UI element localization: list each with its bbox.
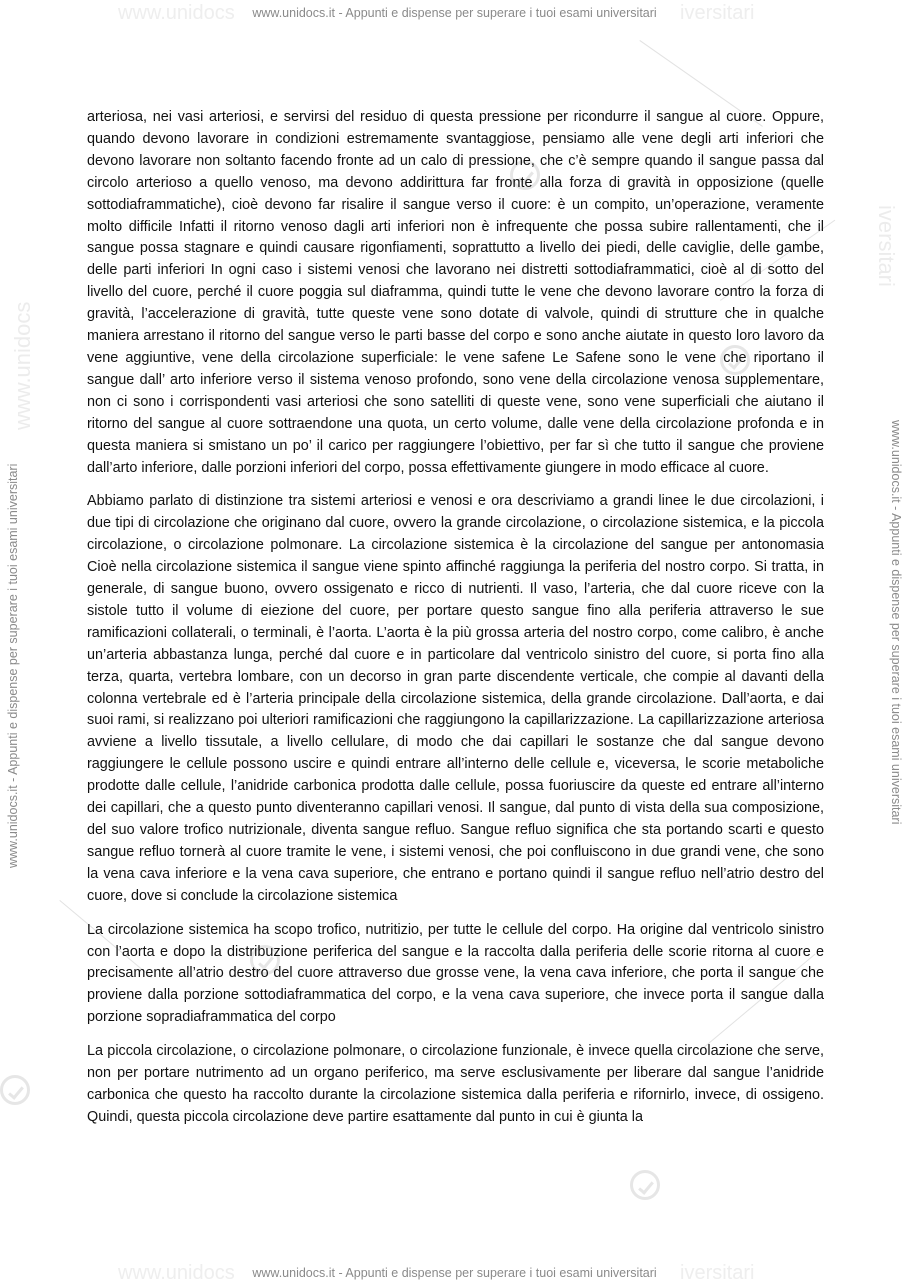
side-watermark-right-ghost: iversitari (874, 205, 899, 287)
watermark-ghost-bottom-left: www.unidocs (118, 1262, 235, 1284)
paragraph: La circolazione sistemica ha scopo trofico, nutritizio, per tutte le cellule del corpo. Ha origine dal ventricolo sinistro con l’aorta e dopo la distribuzione periferica del sangue e la raccolta dalla periferia delle scorie ritorna al cuore e precisamente all’atrio destro del cuore attraverso due grosse vene, la vena cava inferiore, che porta il sangue che proviene dalla porzione sottodiaframmatica del corpo, e la vena cava superiore, che invece porta il sangue dalla porzione sopradiaframmatica del corpo (87, 921, 824, 1026)
watermark-logo-icon (0, 1075, 30, 1105)
watermark-ghost-top-left: www.unidocs (118, 2, 235, 24)
watermark-ghost-bottom-right: iversitari (680, 1262, 755, 1284)
paragraph: arteriosa, nei vasi arteriosi, e servirsi del residuo di questa pressione per ricondurre il sangue al cuore. Oppure, quando devono lavorare in condizioni estremamente svantaggiose, pensiamo alle vene degli arti inferiori che devono lavorare non soltanto facendo fronte ad un calo di pressione, che c’è sempre quando il sangue passa dal circolo arterioso a quello venoso, ma devono addirittura far fronte alla forza di gravità in opposizione (quelle sottodiaframmatiche), cioè devono far risalire il sangue verso il cuore: è un compito, un’operazione, veramente molto difficile Infatti il ritorno venoso dagli arti inferiori non è infrequente che possa subire rallentamenti, che il sangue possa stagnare e quindi causare rigonfiamenti, soprattutto a livello dei piedi, delle caviglie, delle gambe, delle parti inferiori In ogni caso i sistemi venosi che lavorano nei distretti sottodiaframmatici, cioè al di sotto del livello del cuore, perché il cuore poggia sul diaframma, quindi tutte le vene che devono lavorare contro la forza di gravità, l’accelerazione di gravità, tutte queste vene sono dotate di valvole, quindi di strutture che in qualche maniera arrestano il ritorno del sangue verso le parti basse del corpo e sono anche aiutate in questo loro lavoro da vene aggiuntive, vene della circolazione superficiale: le vene safene Le Safene sono le vene che riportano il sangue dall’ arto inferiore verso il sistema venoso profondo, sono vene della circolazione venosa supplementare, non ci sono i corrispondenti vasi arteriosi che sono satelliti di queste vene, sono vene superficiali che aiutano il ritorno del sangue al cuore sottraendone una quota, un certo volume, dalle vene della circolazione profonda e in questa maniera si smistano un po’ il carico per raggiungere l’obiettivo, per far sì che tutto il sangue che proviene dall’arto inferiore, dalle porzioni inferiori del corpo, possa effettivamente giungere in modo efficace al cuore. (87, 109, 824, 476)
watermark-logo-icon (630, 1170, 660, 1200)
footer-watermark: www.unidocs.it - Appunti e dispense per superare i tuoi esami universitari (252, 1266, 657, 1280)
paragraph: Abbiamo parlato di distinzione tra sistemi arteriosi e venosi e ora descriviamo a grandi linee le due circolazioni, i due tipi di circolazione che originano dal cuore, ovvero la grande circolazione, o circolazione sistemica, e la piccola circolazione, o circolazione polmonare. La circolazione sistemica è la circolazione del sangue per antonomasia Cioè nella circolazione sistemica il sangue viene spinto affinché raggiunga la periferia del nostro corpo. Si tratta, in generale, di sangue buono, ovvero ossigenato e ricco di nutrienti. Il vaso, l’arteria, che dal cuore riceve con la sistole tutto il volume di eiezione del cuore, per portare questo sangue fino alla periferia attraverso le sue ramificazioni collaterali, o terminali, è l’aorta. L’aorta è la più grossa arteria del nostro corpo, come calibro, è anche un’arteria abbastanza lunga, perché dal cuore e in particolare dal ventricolo sinistro del cuore, si porta fino alla terza, quarta, vertebra lombare, con un decorso in gran parte discendente verticale, che compie al davanti della colonna vertebrale ed è l’arteria principale della circolazione sistemica, della grande circolazione. Dall’aorta, e dai suoi rami, si realizzano poi ulteriori ramificazioni che raggiungono la capillarizzazione. La capillarizzazione arteriosa avviene a livello tissutale, a livello cellulare, di modo che dai capillari le sostanze che dal sangue devono raggiungere le cellule possono uscire e quindi entrare all’interno delle cellule e, viceversa, le scorie metaboliche prodotte dalle cellule, l’anidride carbonica prodotta dalle cellule, possa fuoriuscire da queste ed entrare all’interno dei capillari, che a questo punto diventeranno capillari venosi. Il sangue, dal punto di vista della sua composizione, del suo valore trofico nutrizionale, diventa sangue refluo. Sangue refluo significa che sta portando scarti e questo sangue refluo tornerà al cuore tramite le vene, i sistemi venosi, che poi confluiscono in due grandi vene, che sono la vena cava inferiore e la vena cava superiore, che entrano e portano quindi il sangue refluo nell’atrio destro del cuore, dove si conclude la circolazione sistemica (87, 493, 824, 904)
document-body (87, 107, 824, 1141)
side-watermark-left: www.unidocs.it - Appunti e dispense per superare i tuoi esami universitari (6, 463, 20, 868)
header-watermark: www.unidocs.it - Appunti e dispense per superare i tuoi esami universitari (252, 6, 657, 20)
watermark-ghost-top-right: iversitari (680, 2, 755, 24)
side-watermark-left-ghost: www.unidocs (10, 301, 35, 430)
paragraph: La piccola circolazione, o circolazione polmonare, o circolazione funzionale, è invece quella circolazione che serve, non per portare nutrimento ad un organo periferico, ma serve esclusivamente per liberare dal sangue l’anidride carbonica che questo ha raccolto durante la circolazione sistemica dalla periferia e rifornirlo, invece, di ossigeno. Quindi, questa piccola circolazione deve partire esattamente dal punto in cui è giunta la (87, 1043, 824, 1125)
side-watermark-right: www.unidocs.it - Appunti e dispense per superare i tuoi esami universitari (889, 420, 903, 825)
